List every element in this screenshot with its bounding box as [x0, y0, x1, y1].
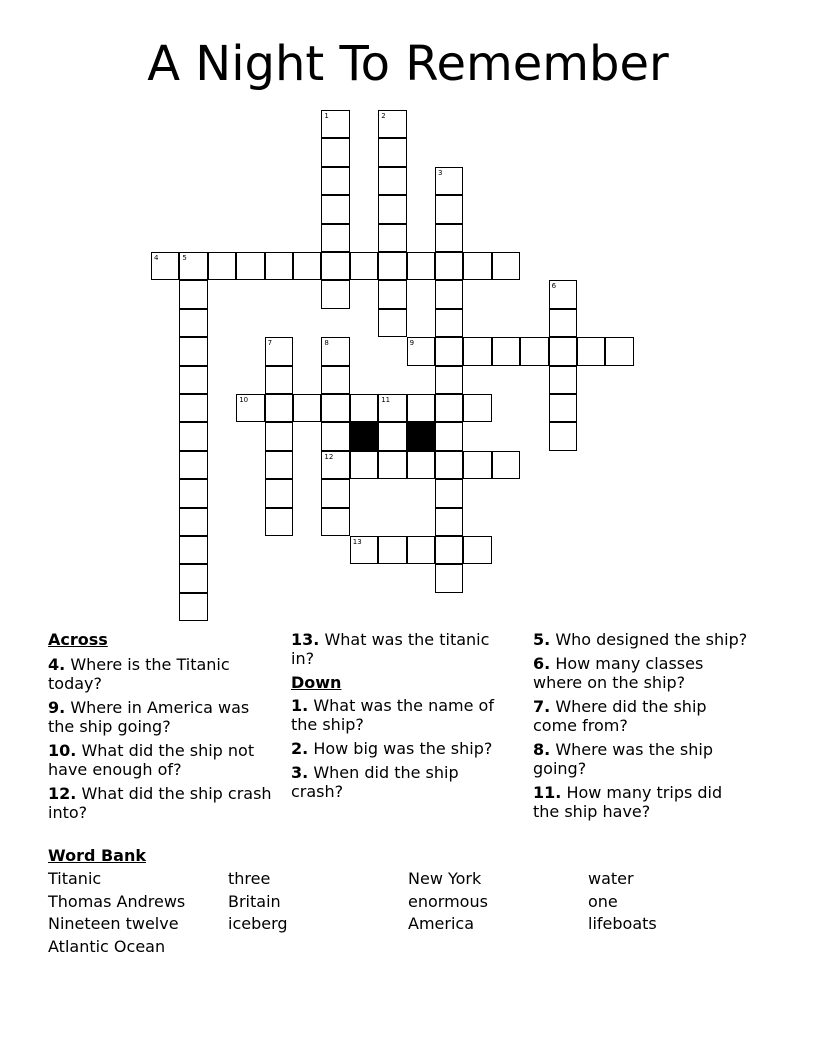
crossword-cell[interactable]	[179, 536, 207, 564]
crossword-cell[interactable]	[549, 366, 577, 394]
crossword-cell[interactable]	[378, 167, 406, 195]
crossword-cell[interactable]	[407, 536, 435, 564]
crossword-cell[interactable]	[265, 252, 293, 280]
crossword-cell[interactable]	[321, 252, 349, 280]
crossword-cell[interactable]	[179, 451, 207, 479]
crossword-cell[interactable]	[577, 337, 605, 365]
crossword-cell[interactable]	[435, 366, 463, 394]
word-bank-item: enormous	[408, 891, 488, 911]
crossword-cell[interactable]	[435, 195, 463, 223]
crossword-cell[interactable]	[435, 536, 463, 564]
crossword-cell[interactable]	[236, 252, 264, 280]
crossword-cell[interactable]	[378, 280, 406, 308]
crossword-cell[interactable]	[378, 195, 406, 223]
crossword-black-cell	[407, 422, 435, 450]
crossword-cell[interactable]	[321, 224, 349, 252]
cell-number: 7	[267, 339, 273, 348]
clue-across-9: 9. Where in America was the ship going?	[48, 698, 250, 736]
crossword-cell[interactable]	[179, 309, 207, 337]
crossword-cell[interactable]	[463, 536, 491, 564]
down-heading: Down	[291, 673, 342, 692]
crossword-cell[interactable]	[265, 422, 293, 450]
crossword-cell[interactable]	[321, 195, 349, 223]
word-bank-item: Atlantic Ocean	[48, 936, 166, 956]
crossword-cell[interactable]	[463, 337, 491, 365]
clue-down-2: 2. How big was the ship?	[291, 739, 493, 758]
word-bank-item: Titanic	[48, 869, 102, 888]
crossword-cell[interactable]	[492, 451, 520, 479]
crossword-cell[interactable]	[350, 252, 378, 280]
crossword-cell[interactable]	[407, 394, 435, 422]
crossword-cell[interactable]	[321, 508, 349, 536]
crossword-cell[interactable]	[321, 451, 349, 479]
clues-column-3	[533, 630, 753, 826]
cell-number: 10	[239, 396, 249, 404]
clue-across-10: 10. What did the ship not have enough of?	[48, 741, 255, 779]
crossword-cell[interactable]	[407, 252, 435, 280]
crossword-cell[interactable]	[321, 110, 349, 138]
clue-down-8: 8. Where was the ship going?	[533, 740, 714, 778]
crossword-cell[interactable]	[265, 479, 293, 507]
clue-down-7: 7. Where did the ship come from?	[533, 697, 707, 735]
cell-number: 13	[352, 538, 362, 546]
crossword-cell[interactable]	[435, 252, 463, 280]
crossword-cell[interactable]	[435, 280, 463, 308]
crossword-cell[interactable]	[179, 564, 207, 592]
crossword-cell[interactable]	[179, 479, 207, 507]
clue-down-11: 11. How many trips did the ship have?	[533, 783, 723, 821]
crossword-cell[interactable]	[179, 508, 207, 536]
crossword-cell[interactable]	[435, 309, 463, 337]
crossword-cell[interactable]	[350, 536, 378, 564]
crossword-cell[interactable]	[435, 451, 463, 479]
crossword-cell[interactable]	[378, 309, 406, 337]
crossword-cell[interactable]	[549, 337, 577, 365]
crossword-cell[interactable]	[293, 394, 321, 422]
clue-down-5: 5. Who designed the ship?	[533, 630, 748, 649]
crossword-cell[interactable]	[265, 451, 293, 479]
cell-number: 4	[154, 254, 159, 262]
crossword-cell[interactable]	[321, 422, 349, 450]
crossword-cell[interactable]	[321, 337, 349, 365]
word-bank-item: iceberg	[228, 914, 288, 934]
crossword-cell[interactable]	[321, 479, 349, 507]
clue-across-12: 12. What did the ship crash into?	[48, 784, 272, 822]
cell-number: 3	[438, 168, 443, 177]
crossword-cell[interactable]	[549, 394, 577, 422]
crossword-cell[interactable]	[350, 394, 378, 422]
crossword-cell[interactable]	[265, 337, 293, 365]
crossword-cell[interactable]	[463, 252, 491, 280]
crossword-cell[interactable]	[378, 110, 406, 138]
crossword-cell[interactable]	[520, 337, 548, 365]
crossword-cell[interactable]	[265, 394, 293, 422]
crossword-cell[interactable]	[378, 422, 406, 450]
crossword-black-cell	[350, 422, 378, 450]
crossword-cell[interactable]	[321, 167, 349, 195]
clue-down-3: 3. When did the ship crash?	[291, 763, 459, 801]
crossword-cell[interactable]	[435, 422, 463, 450]
cell-number: 8	[324, 339, 329, 348]
crossword-cell[interactable]	[435, 564, 463, 592]
word-bank-item: Nineteen twelve	[48, 914, 179, 934]
cell-number: 9	[409, 339, 415, 348]
crossword-cell[interactable]	[378, 138, 406, 166]
crossword-cell[interactable]	[236, 394, 264, 422]
word-bank-item: three	[228, 869, 271, 888]
across-heading: Across	[48, 630, 108, 649]
crossword-cell[interactable]	[492, 252, 520, 280]
cell-number: 11	[381, 396, 391, 404]
clues-column-2	[291, 630, 511, 806]
crossword-cell[interactable]	[378, 252, 406, 280]
crossword-cell[interactable]	[179, 422, 207, 450]
word-bank-item: lifeboats	[588, 914, 657, 934]
crossword-cell[interactable]	[321, 366, 349, 394]
crossword-cell[interactable]	[435, 479, 463, 507]
crossword-cell[interactable]	[208, 252, 236, 280]
page-title: A Night To Remember	[147, 36, 669, 92]
clues-column-1	[48, 630, 274, 827]
crossword-cell[interactable]	[407, 337, 435, 365]
word-bank-item: Britain	[228, 891, 281, 911]
crossword-cell[interactable]	[378, 224, 406, 252]
crossword-cell[interactable]	[378, 536, 406, 564]
crossword-cell[interactable]	[321, 394, 349, 422]
cell-number: 12	[324, 452, 334, 461]
word-bank-heading: Word Bank	[48, 846, 147, 865]
cell-number: 6	[551, 282, 557, 291]
crossword-cell[interactable]	[321, 280, 349, 308]
crossword-cell[interactable]	[435, 394, 463, 422]
cell-number: 2	[381, 112, 386, 120]
crossword-cell[interactable]	[549, 280, 577, 308]
crossword-cell[interactable]	[435, 167, 463, 195]
crossword-cell[interactable]	[265, 508, 293, 536]
clue-across-4: 4. Where is the Titanic today?	[48, 655, 230, 693]
word-bank-item: America	[408, 914, 474, 934]
clue-down-6: 6. How many classes where on the ship?	[533, 654, 704, 692]
crossword-cell[interactable]	[265, 366, 293, 394]
crossword-cell[interactable]	[321, 138, 349, 166]
word-bank-item: New York	[408, 869, 482, 888]
crossword-cell[interactable]	[179, 337, 207, 365]
crossword-cell[interactable]	[407, 451, 435, 479]
crossword-cell[interactable]	[463, 394, 491, 422]
crossword-cell[interactable]	[378, 451, 406, 479]
cell-number: 1	[324, 112, 329, 120]
crossword-cell[interactable]	[179, 593, 207, 621]
word-bank-item: Thomas Andrews	[48, 891, 186, 911]
crossword-cell[interactable]	[549, 309, 577, 337]
word-bank	[48, 846, 768, 956]
crossword-cell[interactable]	[179, 280, 207, 308]
crossword-cell[interactable]	[179, 366, 207, 394]
crossword-cell[interactable]	[378, 394, 406, 422]
clue-across-13: 13. What was the titanic in?	[291, 630, 490, 668]
crossword-cell[interactable]	[151, 252, 179, 280]
crossword-cell[interactable]	[605, 337, 633, 365]
crossword-cell[interactable]	[549, 422, 577, 450]
crossword-cell[interactable]	[435, 224, 463, 252]
crossword-cell[interactable]	[179, 394, 207, 422]
crossword-cell[interactable]	[463, 451, 491, 479]
crossword-cell[interactable]	[350, 451, 378, 479]
crossword-cell[interactable]	[179, 252, 207, 280]
clue-down-1: 1. What was the name of the ship?	[291, 696, 494, 734]
word-bank-item: water	[588, 869, 634, 888]
crossword-cell[interactable]	[492, 337, 520, 365]
word-bank-item: one	[588, 891, 618, 911]
crossword-cell[interactable]	[435, 337, 463, 365]
crossword-cell[interactable]	[293, 252, 321, 280]
cell-number: 5	[182, 254, 187, 262]
crossword-cell[interactable]	[435, 508, 463, 536]
